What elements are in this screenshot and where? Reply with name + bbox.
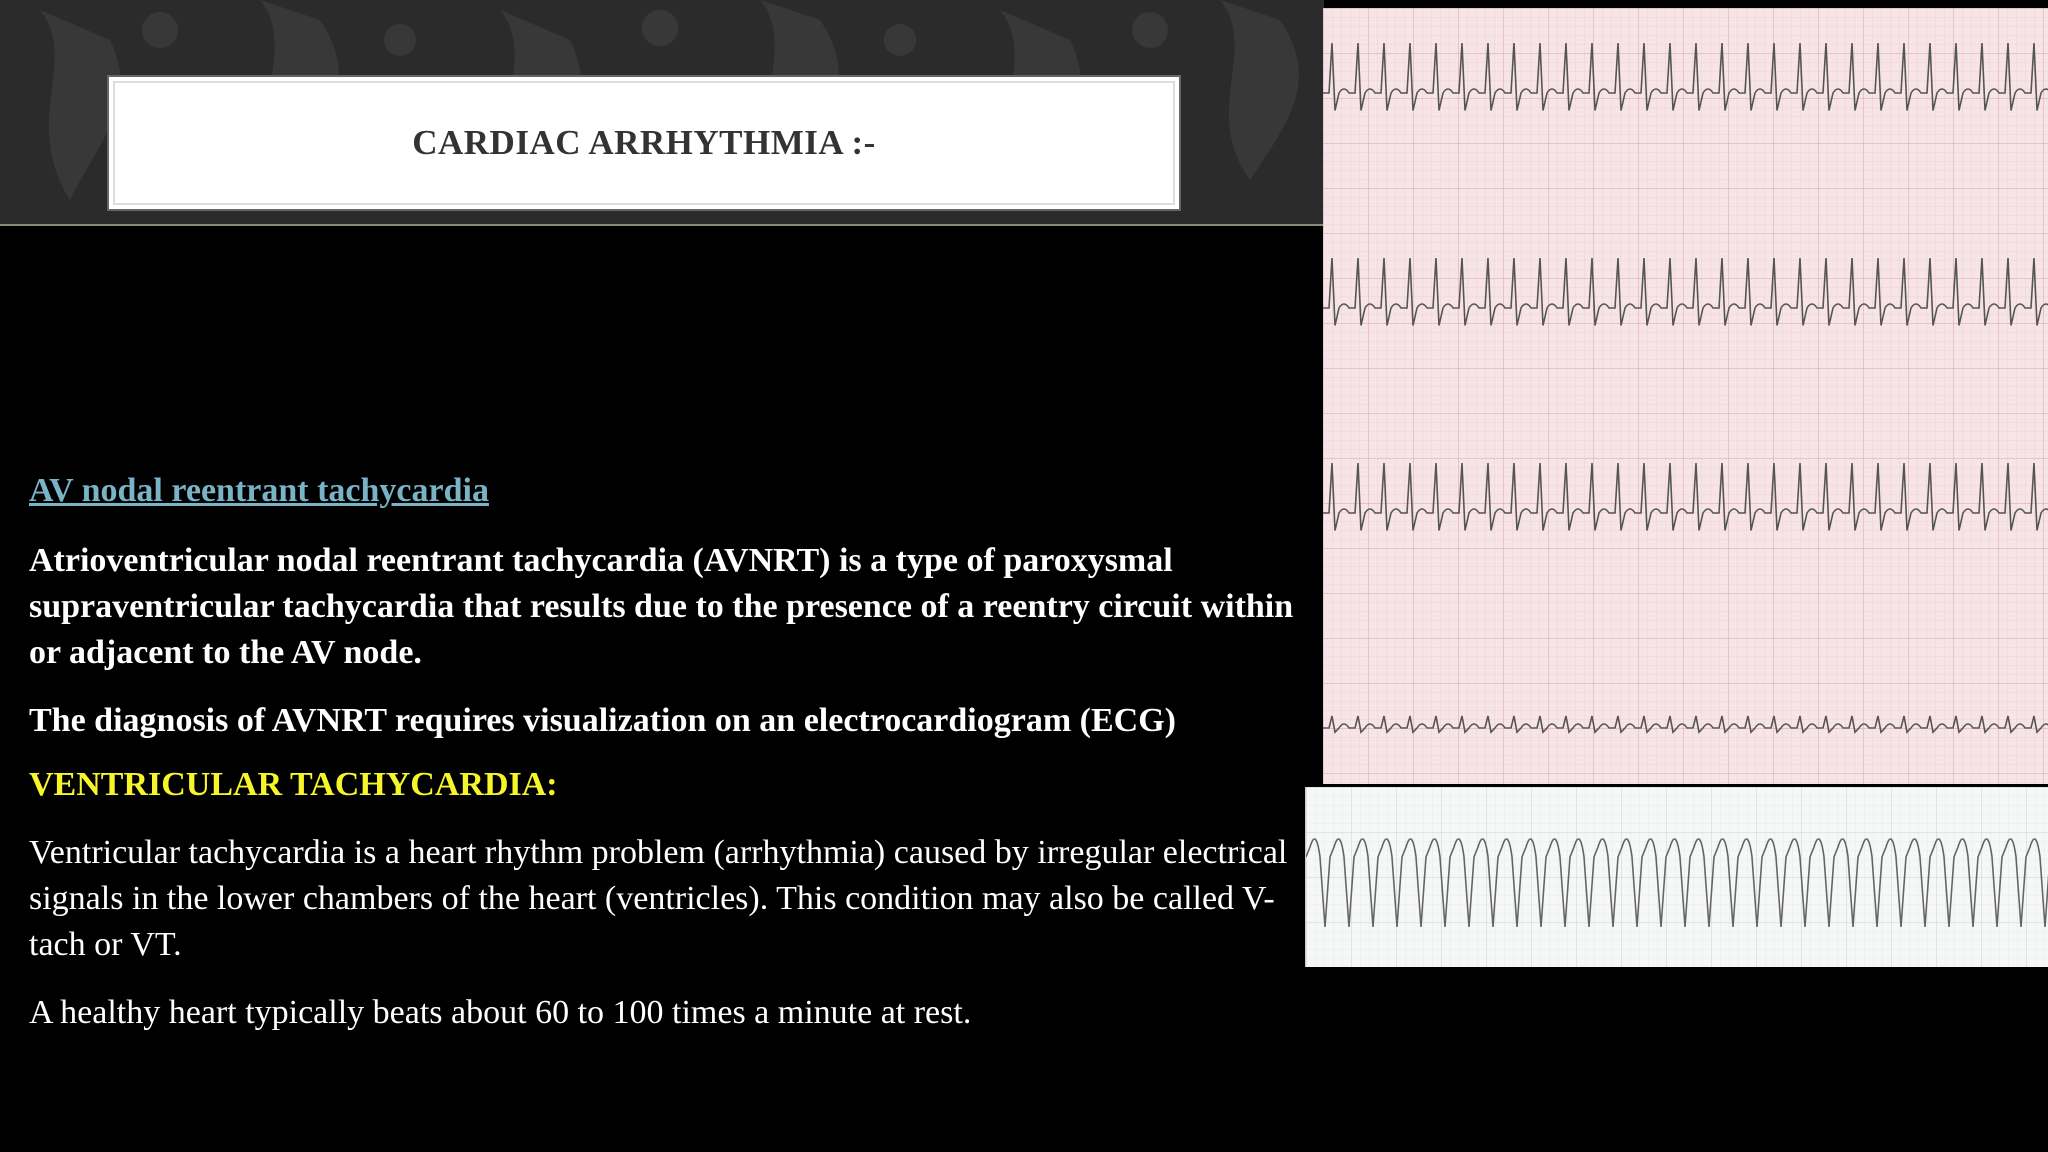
vt-paragraph-1: Ventricular tachycardia is a heart rhythm problem (arrhythmia) caused by irregular electrical signals in the lower chambers of the heart (ventricles). This condition may also be called V-tach or VT. (29, 834, 1288, 963)
slide-title: CARDIAC ARRHYTHMIA :- (412, 123, 876, 162)
ecg-vt-svg (1306, 787, 2048, 967)
avnrt-heading-link[interactable]: AV nodal reentrant tachycardia (29, 472, 489, 509)
ecg-vt-image (1305, 787, 2048, 967)
vt-paragraph-2: A healthy heart typically beats about 60 to 100 times a minute at rest. (29, 994, 972, 1031)
ecg-avnrt-svg (1323, 8, 2048, 784)
vt-heading: VENTRICULAR TACHYCARDIA: (29, 766, 558, 803)
ecg-avnrt-image (1323, 8, 2048, 784)
header-band (0, 0, 1324, 226)
slide-content (29, 472, 1329, 1058)
avnrt-paragraph-2: The diagnosis of AVNRT requires visualization on an electrocardiogram (ECG) (29, 702, 1176, 739)
avnrt-paragraph-1: Atrioventricular nodal reentrant tachycardia (AVNRT) is a type of paroxysmal supraventricular tachycardia that results due to the presence of a reentry circuit within or adjacent to the AV node. (29, 542, 1294, 671)
title-box (107, 75, 1181, 211)
